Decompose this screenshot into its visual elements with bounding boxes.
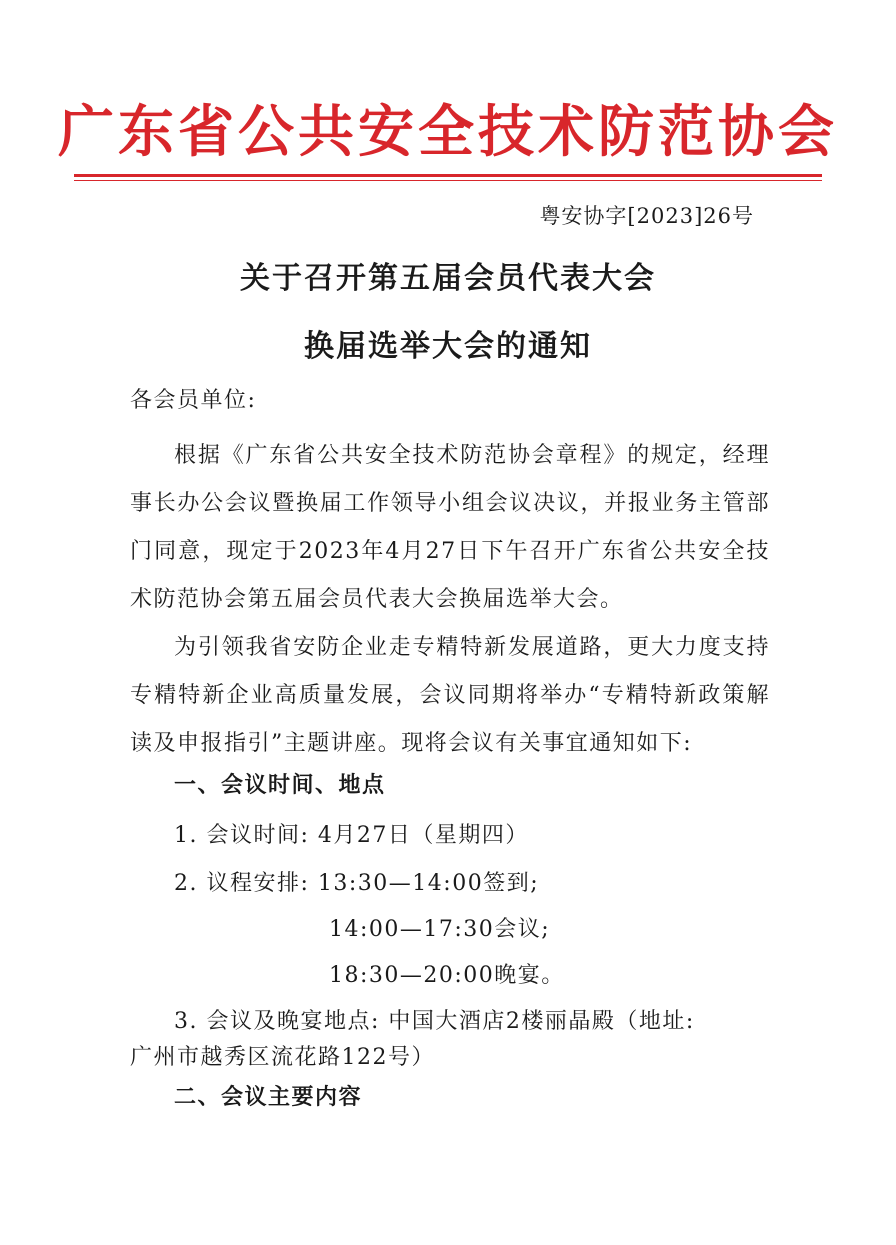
list-item-agenda-meeting: 14:00—17:30会议;: [329, 917, 551, 942]
notice-title-line2: 换届选举大会的通知: [304, 329, 592, 364]
list-item-venue-address: 广州市越秀区流花路122号）: [130, 1045, 435, 1070]
list-item-agenda-signin: 2. 议程安排: 13:30—14:00签到;: [174, 871, 540, 896]
salutation: 各会员单位:: [130, 388, 257, 413]
body-paragraph-1: 根据《广东省公共安全技术防范协会章程》的规定，经理事长办公会议暨换届工作领导小组会议决议，并报业务主管部门同意，现定于2023年4月27日下午召开广东省公共安全技术防范协会第五届会员代表大会换届选举大会。: [130, 443, 770, 612]
notice-title-line1: 关于召开第五届会员代表大会: [240, 261, 656, 296]
letterhead-rule-thin: [74, 180, 822, 181]
body-paragraph-2: 为引领我省安防企业走专精特新发展道路，更大力度支持专精特新企业高质量发展，会议同期将举办“专精特新政策解读及申报指引”主题讲座。现将会议有关事宜通知如下:: [130, 635, 770, 756]
list-item-venue: 3. 会议及晚宴地点: 中国大酒店2楼丽晶殿（地址:: [174, 1009, 695, 1034]
list-item-meeting-time: 1. 会议时间: 4月27日（星期四）: [174, 823, 529, 848]
letterhead-rule-thick: [74, 174, 822, 177]
letterhead: [58, 88, 838, 168]
section-heading-main-content: 二、会议主要内容: [174, 1084, 363, 1110]
document-number: 粤安协字[2023]26号: [539, 204, 754, 228]
letterhead-org-name: 广东省公共安全技术防范协会: [58, 99, 838, 165]
list-item-agenda-dinner: 18:30—20:00晚宴。: [329, 963, 565, 988]
section-heading-time-place: 一、会议时间、地点: [174, 772, 386, 798]
